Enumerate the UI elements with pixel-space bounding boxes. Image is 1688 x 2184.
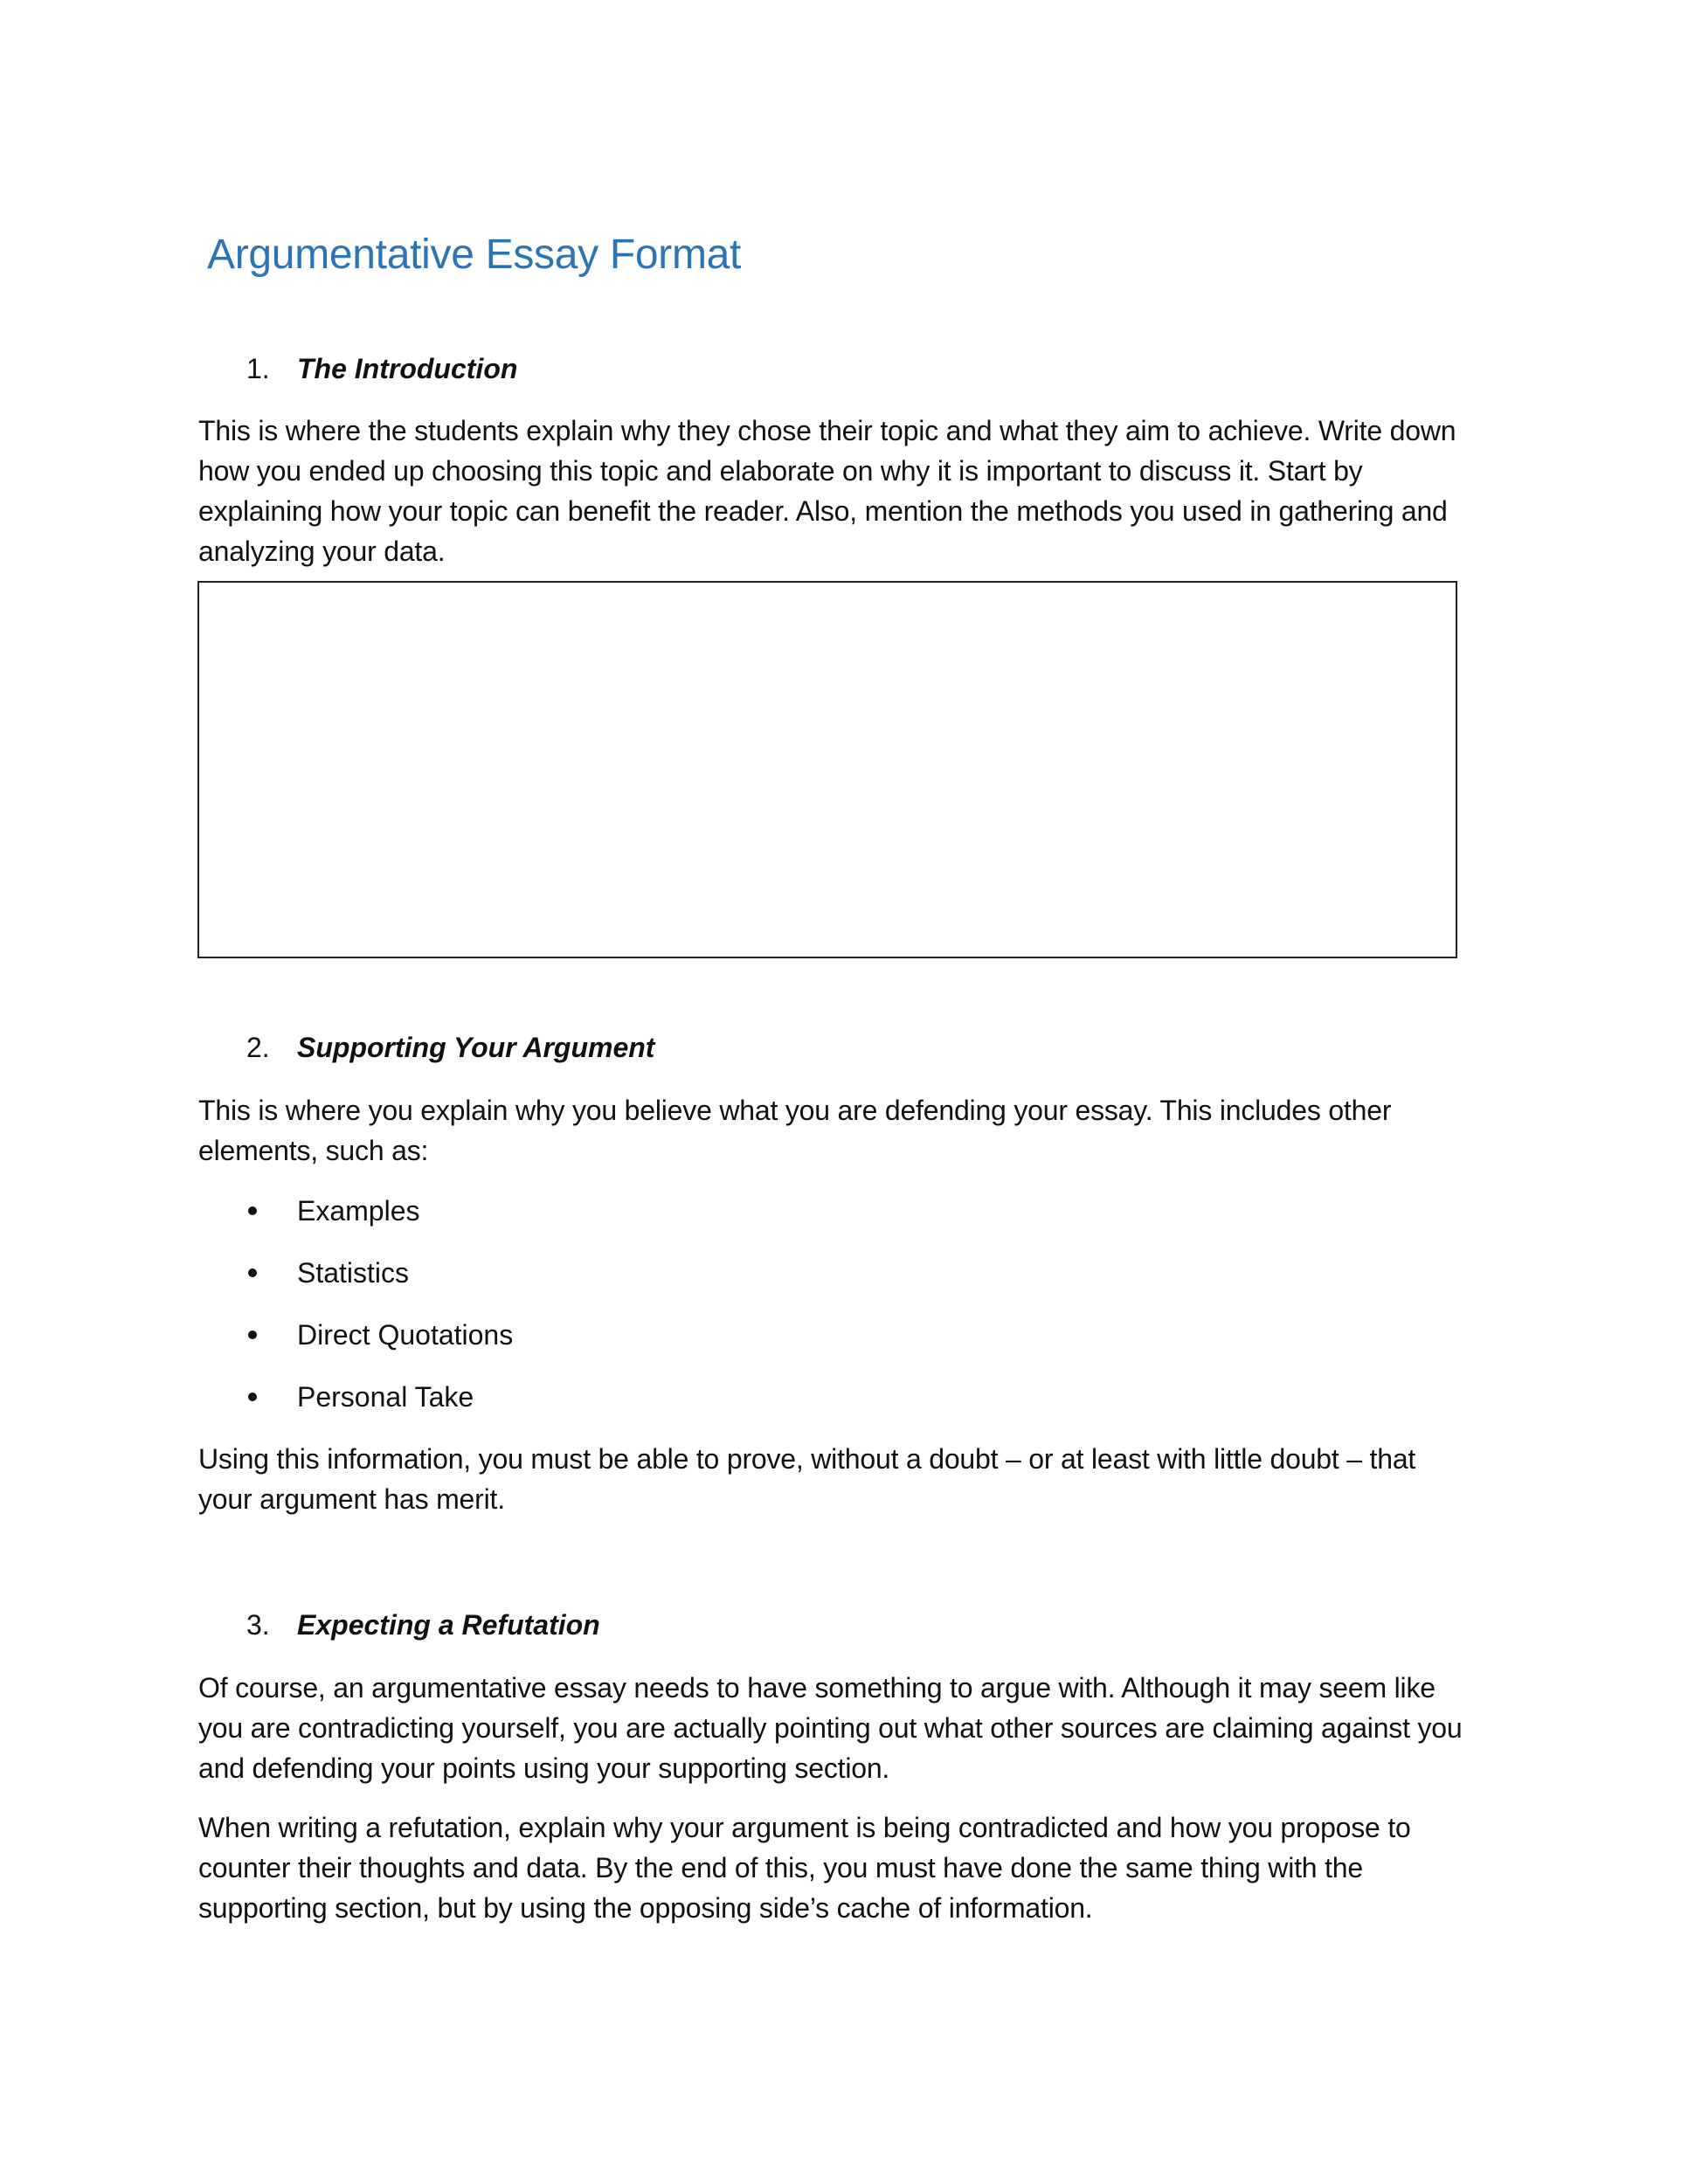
list-item [246, 1193, 513, 1255]
list-item-label: Direct Quotations [297, 1319, 514, 1351]
bullet-icon [248, 1268, 257, 1277]
bullet-icon [248, 1393, 257, 1401]
section-number: 1. [246, 353, 270, 384]
paragraph-line: elements, such as: [198, 1135, 429, 1166]
paragraph-line: supporting section, but by using the opposing side’s cache of information. [198, 1892, 1093, 1924]
paragraph-line: counter their thoughts and data. By the end of this, you must have done the same thing with the [198, 1852, 1363, 1883]
supporting-closing-paragraph [198, 1439, 1509, 1519]
paragraph-line: how you ended up choosing this topic and elaborate on why it is important to discuss it. Start by [198, 455, 1363, 487]
section-heading-supporting-argument [246, 1030, 654, 1065]
paragraph-line: Using this information, you must be able to prove, without a doubt – or at least with little doubt – that [198, 1443, 1416, 1475]
document-title: Argumentative Essay Format [207, 232, 742, 278]
paragraph-line: When writing a refutation, explain why your argument is being contradicted and how you propose to [198, 1812, 1411, 1843]
section-label: Expecting a Refutation [297, 1609, 600, 1641]
section-number: 3. [246, 1609, 270, 1641]
section-label: Supporting Your Argument [297, 1032, 655, 1063]
list-item [246, 1379, 513, 1441]
introduction-answer-box[interactable] [197, 581, 1457, 958]
list-item-label: Statistics [297, 1257, 410, 1289]
list-item-label: Personal Take [297, 1381, 474, 1413]
section-heading-introduction [246, 351, 517, 386]
paragraph-line: Of course, an argumentative essay needs to have something to argue with. Although it may seem like [198, 1672, 1435, 1704]
list-item [246, 1317, 513, 1379]
paragraph-line: analyzing your data. [198, 536, 446, 567]
paragraph-line: you are contradicting yourself, you are actually pointing out what other sources are claiming against you [198, 1712, 1463, 1744]
paragraph-line: your argument has merit. [198, 1483, 505, 1515]
paragraph-line: explaining how your topic can benefit the reader. Also, mention the methods you used in gathering and [198, 495, 1448, 527]
list-item [246, 1255, 513, 1317]
refutation-paragraph-1 [198, 1668, 1509, 1788]
refutation-paragraph-2 [198, 1807, 1509, 1928]
paragraph-line: This is where the students explain why they chose their topic and what they aim to achieve. Write down [198, 415, 1456, 446]
section-number: 2. [246, 1032, 270, 1063]
bullet-icon [248, 1330, 257, 1339]
introduction-paragraph [198, 411, 1509, 571]
list-item-label: Examples [297, 1195, 420, 1227]
supporting-elements-list [246, 1193, 513, 1441]
section-heading-refutation [246, 1607, 600, 1642]
paragraph-line: and defending your points using your supporting section. [198, 1752, 890, 1784]
bullet-icon [248, 1206, 257, 1215]
paragraph-line: This is where you explain why you believe what you are defending your essay. This includes other [198, 1095, 1392, 1126]
section-label: The Introduction [297, 353, 518, 384]
supporting-intro-paragraph [198, 1090, 1509, 1171]
